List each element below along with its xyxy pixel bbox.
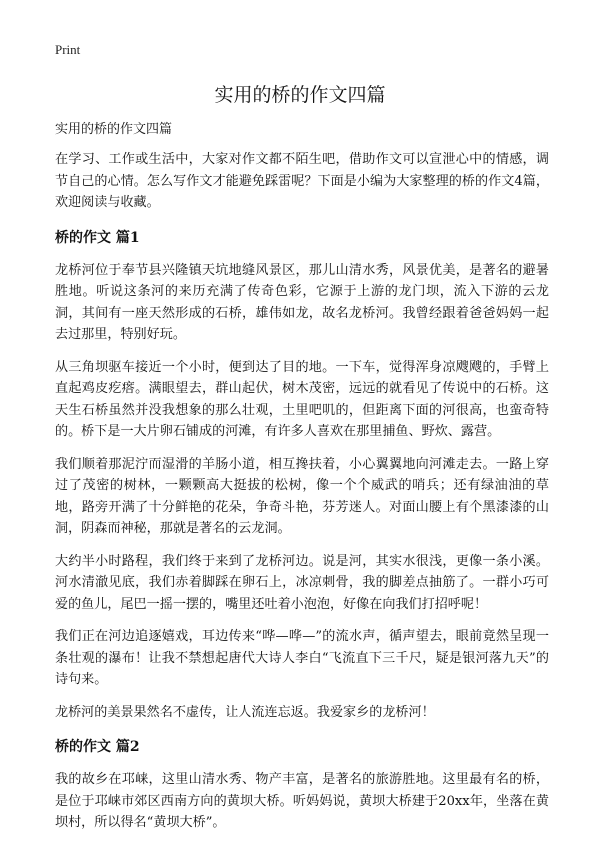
- paragraph: 我的故乡在邛崃，这里山清水秀、物产丰富，是著名的旅游胜地。这里最有名的桥，是位于邛崃市郊区西南方向的黄坝大桥。听妈妈说，黄坝大桥建于20xx年，坐落在黄坝村，所以得名“黄坝大桥”。: [55, 772, 549, 830]
- paragraph: 我们正在河边追逐嬉戏，耳边传来“哗—哗—”的流水声，循声望去，眼前竟然呈现一条壮观的瀑布！让我不禁想起唐代大诗人李白“飞流直下三千尺，疑是银河落九天”的诗句来。: [55, 629, 549, 687]
- paragraph: 我们顺着那泥泞而湿滑的羊肠小道，相互搀扶着，小心翼翼地向河滩走去。一路上穿过了茂密的树林，一颗颗高大挺拔的松树，像一个个威武的哨兵；还有绿油油的草地，路旁开满了十分鲜艳的花朵，争奇斗艳，芬芳迷人。对面山腰上有个黑漆漆的山洞，阴森而神秘，那就是著名的云龙洞。: [55, 456, 549, 536]
- section-1: [55, 228, 549, 724]
- print-label: Print: [55, 42, 81, 57]
- section-heading: 桥的作文 篇2: [55, 739, 140, 755]
- document-subtitle: 实用的桥的作文四篇: [55, 122, 173, 137]
- paragraph: 大约半小时路程，我们终于来到了龙桥河边。说是河，其实水很浅，更像一条小溪。河水清澈见底，我们赤着脚踩在卵石上，冰凉刺骨，我的脚差点抽筋了。一群小巧可爱的鱼儿，尾巴一摇一摆的，嘴里还吐着小泡泡，好像在向我们打招呼呢！: [55, 553, 549, 612]
- paragraph: 龙桥河的美景果然名不虚传，让人流连忘返。我爱家乡的龙桥河！: [55, 704, 435, 720]
- paragraph: 从三角坝驱车接近一个小时，便到达了目的地。一下车，觉得浑身凉飕飕的，手臂上直起鸡皮疙瘩。满眼望去，群山起伏，树木茂密，远远的就看见了传说中的石桥。这天生石桥虽然并没我想象的那么壮观，土里吧叽的，但距离下面的河很高，也蛮奇特的。桥下是一大片卵石铺成的河滩，有许多人喜欢在那里捕鱼、野炊、露营。: [55, 359, 549, 439]
- document-body: [55, 120, 549, 845]
- paragraph: 龙桥河位于奉节县兴隆镇天坑地缝风景区，那儿山清水秀，风景优美，是著名的避暑胜地。听说这条河的来历充满了传奇色彩，它源于上游的龙门坝，流入下游的云龙洞，其间有一座天然形成的石桥，雄伟如龙，故名龙桥河。我曾经跟着爸爸妈妈一起去过那里，特别好玩。: [55, 262, 549, 342]
- intro-paragraph: 在学习、工作或生活中，大家对作文都不陌生吧，借助作文可以宣泄心中的情感，调节自己的心情。怎么写作文才能避免踩雷呢？下面是小编为大家整理的桥的作文4篇，欢迎阅读与收藏。: [55, 152, 549, 210]
- section-heading: 桥的作文 篇1: [55, 229, 140, 246]
- section-2: [55, 737, 549, 834]
- document-title: 实用的桥的作文四篇: [214, 84, 386, 106]
